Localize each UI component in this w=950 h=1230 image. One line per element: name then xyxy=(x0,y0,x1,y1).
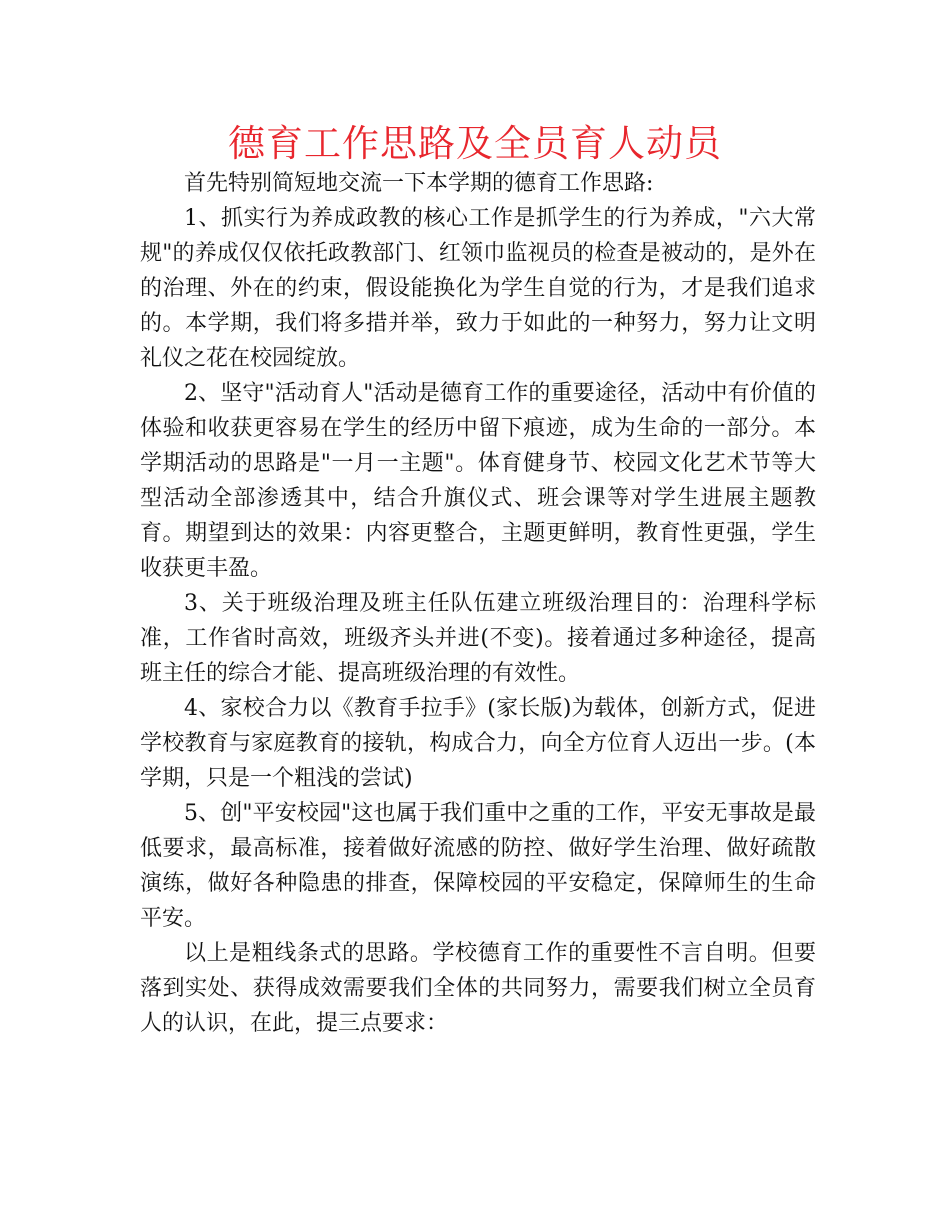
paragraph-intro: 首先特别简短地交流一下本学期的德育工作思路: xyxy=(184,171,654,196)
paragraph-item-4: 4、家校合力以《教育手拉手》(家长版)为载体，创新方式，促进学校教育与家庭教育的接轨，构成合力，向全方位育人迈出一步。(本学期，只是一个粗浅的尝试) xyxy=(140,696,816,791)
document-body xyxy=(140,166,816,1041)
paragraph-item-5: 5、创"平安校园"这也属于我们重中之重的工作，平安无事故是最低要求，最高标准，接着做好流感的防控、做好学生治理、做好疏散演练，做好各种隐患的排查，保障校园的平安稳定，保障师生的生命平安。 xyxy=(140,801,816,931)
paragraph-item-3: 3、关于班级治理及班主任队伍建立班级治理目的：治理科学标准，工作省时高效，班级齐头并进(不变)。接着通过多种途径，提高班主任的综合才能、提高班级治理的有效性。 xyxy=(140,591,816,686)
paragraph-item-1: 1、抓实行为养成政教的核心工作是抓学生的行为养成，"六大常规"的养成仅仅依托政教部门、红领巾监视员的检查是被动的，是外在的治理、外在的约束，假设能换化为学生自觉的行为，才是我们追求的。本学期，我们将多措并举，致力于如此的一种努力，努力让文明礼仪之花在校园绽放。 xyxy=(140,206,816,371)
page-title: 德育工作思路及全员育人动员 xyxy=(228,122,722,165)
paragraph-summary: 以上是粗线条式的思路。学校德育工作的重要性不言自明。但要落到实处、获得成效需要我们全体的共同努力，需要我们树立全员育人的认识，在此，提三点要求： xyxy=(140,941,816,1036)
paragraph-item-2: 2、坚守"活动育人"活动是德育工作的重要途径，活动中有价值的体验和收获更容易在学生的经历中留下痕迹，成为生命的一部分。本学期活动的思路是"一月一主题"。体育健身节、校园文化艺术节等大型活动全部渗透其中，结合升旗仪式、班会课等对学生进展主题教育。期望到达的效果：内容更整合，主题更鲜明，教育性更强，学生收获更丰盈。 xyxy=(140,381,816,581)
